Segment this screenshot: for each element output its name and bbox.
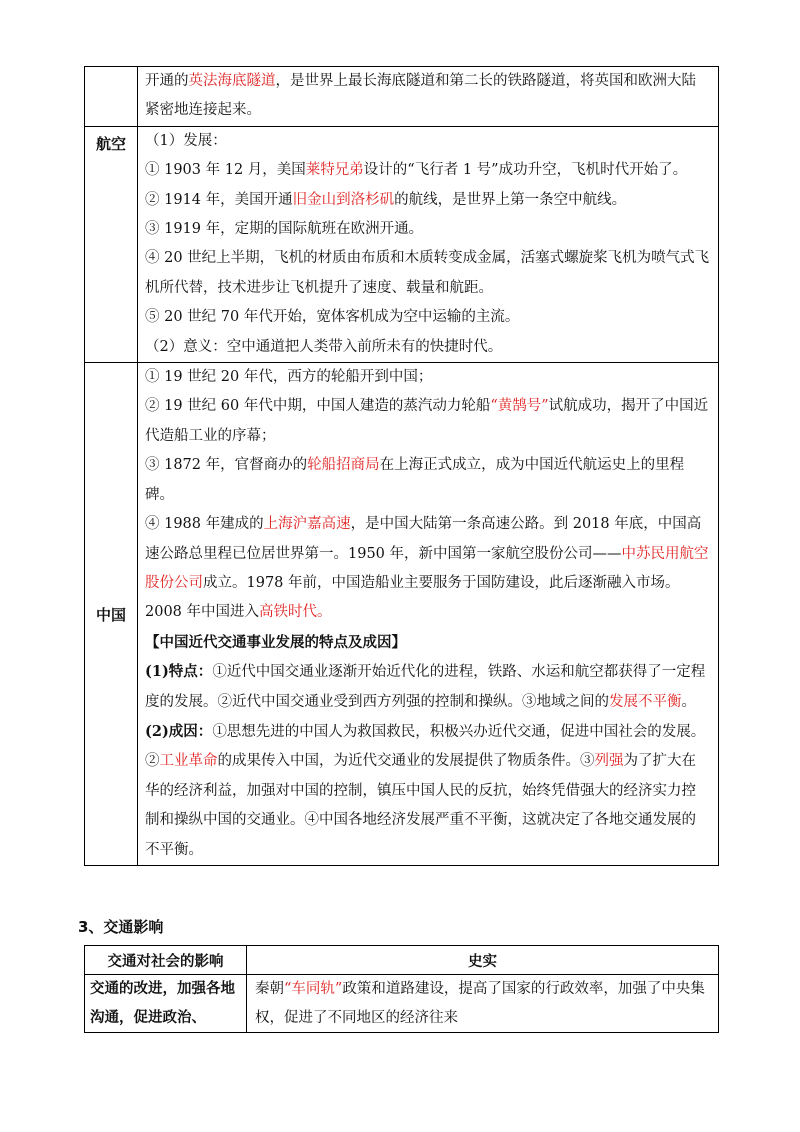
row-label-aviation: 航空 — [85, 126, 138, 362]
highlight-text: “黄鹄号” — [490, 398, 549, 415]
section-heading: 3、交通影响 — [78, 918, 164, 936]
text: 试航成功，揭开了中国近代造船工业的序幕； — [145, 398, 709, 444]
paragraph: ③ 1919 年，定期的国际航班在欧洲开通。 — [145, 221, 424, 238]
table-row — [85, 975, 719, 1033]
causes-label: (2)成因： — [145, 722, 213, 740]
highlight-text: 英法海底隧道 — [188, 73, 276, 89]
text: 的航线，是世界上第一条空中航线。 — [394, 191, 627, 208]
highlight-text: 中苏民用航空股份公司 — [145, 545, 709, 591]
text: ①近代中国交通业逐渐开始近代化的进程，铁路、水运和航空都获得了一定程度的发展。②近代中国交通业受到西方列强的控制和操纵。③地域之间的 — [145, 664, 706, 710]
highlight-text: 工业革命 — [159, 753, 218, 770]
table-row — [85, 67, 719, 127]
row-label-empty — [85, 67, 138, 127]
highlight-text: 莱特兄弟 — [305, 162, 364, 179]
paragraph — [145, 717, 710, 865]
column-header: 交通对社会的影响 — [85, 946, 247, 975]
transport-history-table — [84, 66, 719, 866]
impact-label-cell: 交通的改进，加强各地沟通，促进政治、 — [85, 975, 247, 1033]
paragraph: （2）意义：空中通道把人类带入前所未有的快捷时代。 — [145, 338, 503, 355]
paragraph — [145, 657, 710, 717]
column-header: 史实 — [247, 946, 719, 975]
highlight-text: 列强 — [594, 753, 624, 770]
highlight-text: 发展不平衡 — [609, 693, 682, 710]
row-continuation-cell — [138, 67, 719, 127]
paragraph — [145, 451, 710, 510]
paragraph — [145, 510, 710, 628]
text: ② 1914 年，美国开通 — [145, 191, 293, 208]
table-row — [85, 363, 719, 866]
paragraph — [145, 156, 710, 185]
paragraph: ④ 20 世纪上半期，飞机的材质由布质和木质转变成金属，活塞式螺旋桨飞机为喷气式飞机所代替，技术进步让飞机提升了速度、载量和航距。 — [145, 250, 710, 296]
highlight-text: 高铁时代。 — [259, 604, 332, 621]
table-header-row — [85, 946, 719, 975]
highlight-text: 轮船招商局 — [307, 457, 380, 474]
paragraph: ① 19 世纪 20 年代，西方的轮船开到中国； — [145, 369, 433, 386]
text: 在上海正式成立，成为中国近代航运史上的里程碑。 — [145, 457, 685, 503]
features-label: (1)特点： — [145, 663, 213, 681]
text: ① 1903 年 12 月，美国 — [145, 162, 306, 179]
text: 为了扩大在华的经济利益，加强对中国的控制，镇压中国人民的反抗，始终凭借强大的经济实力控制和操纵中国的交通业。④中国各地经济发展严重不平衡，这就决定了各地交通发展的不平衡。 — [145, 753, 696, 858]
highlight-text: “车同轨” — [284, 981, 343, 997]
text: 开通的 — [145, 73, 189, 89]
text: 秦朝 — [255, 981, 284, 997]
aviation-content-cell — [138, 126, 719, 362]
transport-impact-table — [84, 945, 719, 1033]
text: 。 — [681, 693, 696, 710]
text: ，是中国大陆第一条高速公路。到 2018 年底，中国高速公路总里程已位居世界第一。1950 年，新中国第一家航空股份公司—— — [145, 516, 702, 562]
paragraph — [145, 392, 710, 451]
text: ，是世界上最长海底隧道和第二长的铁路隧道，将英国和欧洲大陆紧密地连接起来。 — [145, 73, 696, 119]
row-label-china: 中国 — [85, 363, 138, 866]
text: ①思想先进的中国人为救国救民，积极兴办近代交通，促进中国社会的发展。② — [145, 723, 706, 770]
highlight-text: 旧金山到洛杉矶 — [292, 191, 395, 208]
paragraph: ⑤ 20 世纪 70 年代开始，宽体客机成为空中运输的主流。 — [145, 309, 520, 326]
text: ② 19 世纪 60 年代中期，中国人建造的蒸汽动力轮船 — [145, 398, 491, 415]
china-content-cell — [138, 363, 719, 866]
text: 政策和道路建设，提高了国家的行政效率，加强了中央集权，促进了不同地区的经济往来 — [255, 981, 705, 1026]
paragraph: （1）发展： — [145, 132, 227, 149]
text: 的成果传入中国，为近代交通业的发展提供了物质条件。③ — [217, 753, 595, 770]
text: 设计的“飞行者 1 号”成功升空，飞机时代开始了。 — [363, 162, 688, 179]
text: ④ 1988 年建成的 — [145, 516, 264, 533]
paragraph — [145, 186, 710, 215]
table-row — [85, 126, 719, 362]
text: ③ 1872 年，官督商办的 — [145, 457, 308, 474]
highlight-text: 上海沪嘉高速 — [263, 516, 351, 533]
fact-cell — [247, 975, 719, 1033]
paragraph — [145, 67, 710, 126]
text: 成立。1978 年前，中国造船业主要服务于国防建设，此后逐渐融入市场。2008 年中国进入 — [145, 574, 680, 621]
features-title: 【中国近代交通事业发展的特点及成因】 — [145, 633, 406, 651]
